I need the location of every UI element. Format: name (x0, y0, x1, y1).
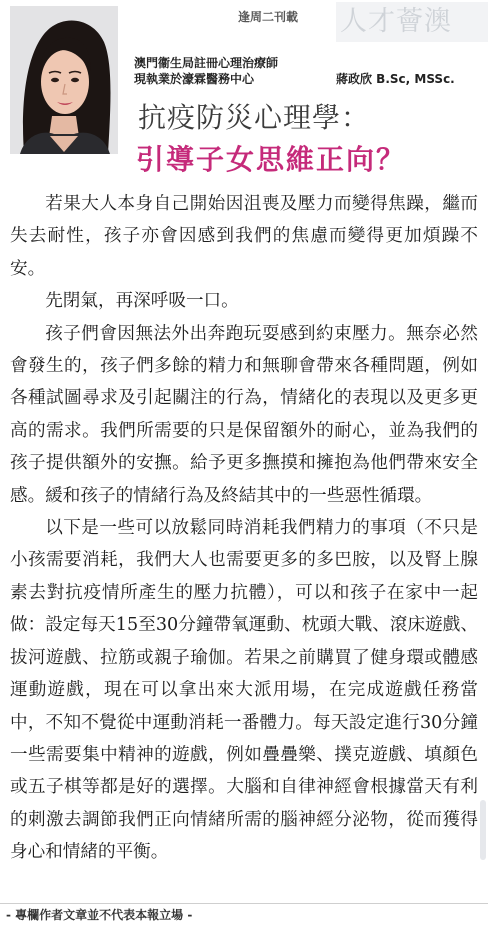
headline-sub: 引導子女思維正向？ (136, 143, 407, 176)
author-credential-line2: 現執業於濠霖醫務中心 (134, 72, 255, 86)
scroll-indicator[interactable] (480, 800, 486, 860)
footer-divider (0, 903, 488, 904)
article-body (10, 188, 478, 869)
author-credential-line1: 澳門衞生局註冊心理治療師 (134, 56, 279, 70)
column-brand-logo: 人才薈澳 (336, 2, 488, 42)
author-photo (10, 6, 118, 154)
article-header (0, 0, 488, 176)
article-paragraph: 若果大人本身自己開始因沮喪及壓力而變得焦躁，繼而失去耐性，孩子亦會因感到我們的焦慮而變得更加煩躁不安。 (10, 194, 478, 279)
article-paragraph: 孩子們會因無法外出奔跑玩耍感到約束壓力。無奈必然會發生的，孩子們多餘的精力和無聊會帶來各種問題，例如各種試圖尋求及引起關注的行為，情緒化的表現以及更多更高的需求。我們所需要的只是保留額外的耐心，並為我們的孩子提供額外的安撫。給予更多撫摸和擁抱為他們帶來安全感。緩和孩子的情緒行為及終結其中的一些惡性循環。 (10, 323, 478, 506)
author-portrait-icon (10, 6, 118, 154)
author-name: 蔣政欣 B.Sc, MSSc. (336, 72, 455, 86)
publication-frequency: 逢周二刊載 (238, 10, 299, 24)
article-paragraph: 以下是一些可以放鬆同時消耗我們精力的事項（不只是小孩需要消耗，我們大人也需要更多的多巴胺，以及腎上腺素去對抗疫情所產生的壓力抗體），可以和孩子在家中一起做：設定每天15至30分鐘帶氧運動、枕頭大戰、滾床遊戲、拔河遊戲、拉筋或親子瑜伽。若果之前購買了健身環或體感運動遊戲，現在可以拿出來大派用場，在完成遊戲任務當中，不知不覺從中運動消耗一番體力。每天設定進行30分鐘一些需要集中精神的遊戲，例如疊疊樂、撲克遊戲、填顏色或五子棋等都是好的選擇。大腦和自律神經會根據當天有利的刺激去調節我們正向情緒所需的腦神經分泌物，從而獲得身心和情緒的平衡。 (10, 518, 478, 863)
article-paragraph: 先閉氣，再深呼吸一口。 (45, 291, 239, 312)
headline-main: 抗疫防災心理學： (138, 101, 371, 134)
disclaimer-text: - 專欄作者文章並不代表本報立場 - (6, 908, 193, 922)
